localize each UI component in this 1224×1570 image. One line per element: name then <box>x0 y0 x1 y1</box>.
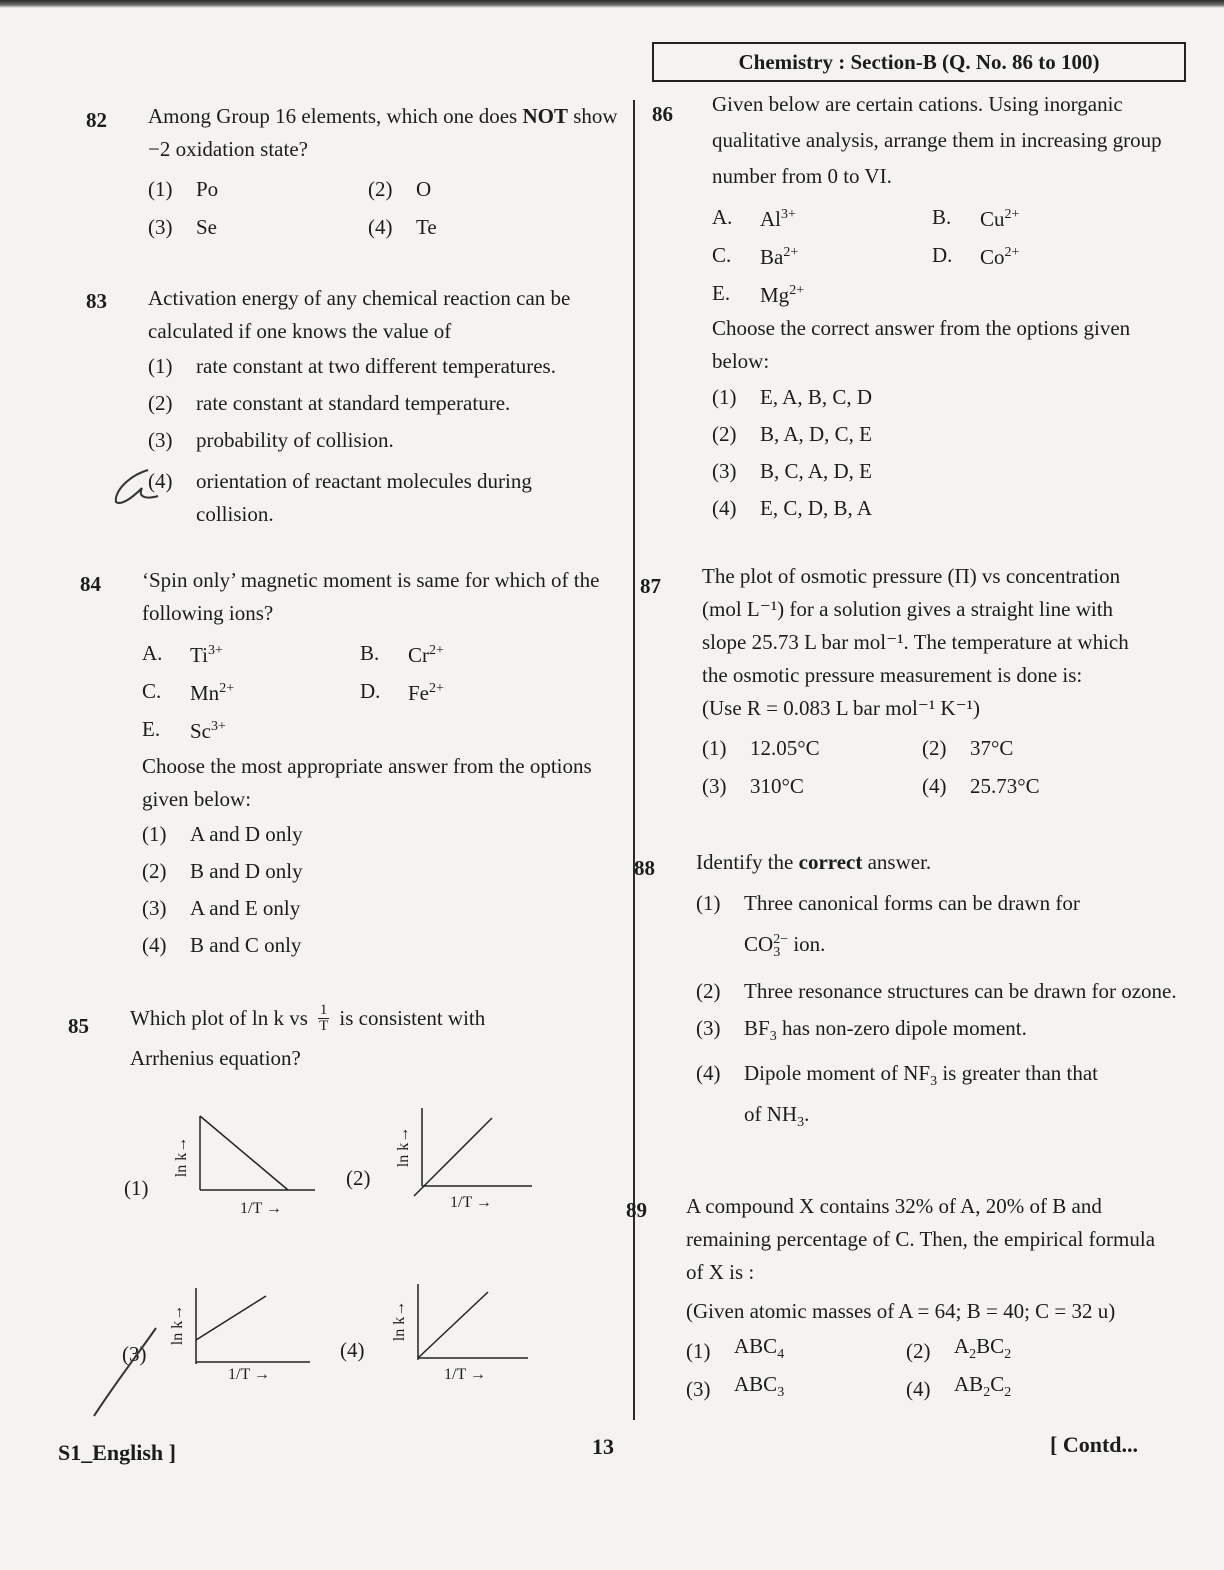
question-89 <box>686 1190 1176 1408</box>
option[interactable]: (3) probability of collision. <box>148 428 394 452</box>
question-88 <box>696 846 1186 1140</box>
plot-label: (3) <box>122 1342 147 1366</box>
ion-item: A. $Al^{3+}$ <box>712 205 796 231</box>
fraction: 1 T <box>319 1001 329 1034</box>
question-number: 86 <box>652 102 673 126</box>
options-list <box>148 348 618 531</box>
formula-subscript: 4 <box>777 1347 785 1363</box>
plot-2[interactable] <box>392 1100 542 1225</box>
option[interactable]: (2) Three resonance structures can be drawn for ozone. <box>696 979 1177 1003</box>
question-number: 87 <box>640 574 661 598</box>
question-85 <box>130 998 610 1078</box>
options-grid <box>702 729 1192 805</box>
option[interactable]: (3) Se <box>148 214 217 239</box>
option[interactable]: (2) O <box>368 176 432 201</box>
formula-subscript: 2 <box>969 1347 977 1363</box>
x-axis-label: 1/T → <box>228 1366 270 1383</box>
question-83 <box>148 282 618 531</box>
question-82 <box>148 100 626 246</box>
question-stem: Identify the correct answer. <box>696 850 932 874</box>
option[interactable]: (3) $ABC_3$ <box>686 1370 906 1408</box>
question-stem-line: the osmotic pressure measurement is done is: <box>702 663 1083 687</box>
option[interactable]: (4) $AB_2C_2$ <box>906 1370 1126 1408</box>
formula <box>734 1368 784 1409</box>
ions-grid <box>712 198 1190 312</box>
plot-1[interactable] <box>170 1108 320 1233</box>
plot-3[interactable] <box>170 1280 320 1405</box>
question-number: 82 <box>86 108 107 132</box>
formula-part: C <box>990 1372 1005 1397</box>
question-number: 84 <box>80 572 101 596</box>
question-86 <box>712 86 1190 526</box>
ion-item: D. $Fe^{2+}$ <box>360 678 444 705</box>
question-stem: ‘Spin only’ magnetic moment is same for which of the following ions? <box>142 568 600 625</box>
option[interactable]: (2) 37°C <box>922 735 1014 760</box>
options-grid <box>686 1332 1176 1408</box>
options-grid <box>148 170 626 246</box>
formula-part: ABC <box>734 1334 778 1359</box>
y-axis-label: ln k→ <box>173 1136 191 1178</box>
question-stem: A compound X contains 32% of A, 20% of B and remaining percentage of C. Then, the empirical formula of X is : <box>686 1194 1156 1284</box>
y-axis-label: ln k→ <box>391 1300 409 1342</box>
question-stem-line: slope 25.73 L bar mol⁻¹. The temperature at which <box>702 630 1129 654</box>
section-header: Chemistry : Section-B (Q. No. 86 to 100) <box>652 42 1186 82</box>
formula <box>734 1330 784 1371</box>
footer-left: S1_English ] <box>58 1440 176 1465</box>
plot-label: (2) <box>346 1166 371 1190</box>
option[interactable]: (4) 25.73°C <box>922 773 1040 798</box>
y-axis-label: ln k→ <box>169 1304 187 1346</box>
option[interactable]: (4) orientation of reactant molecules during collision. <box>148 469 532 526</box>
option[interactable]: (1) Po <box>148 176 219 201</box>
option[interactable]: (4) B and C only <box>142 933 302 957</box>
option[interactable]: (3) 310°C <box>702 773 804 798</box>
question-stem-line: (mol L⁻¹) for a solution gives a straight line with <box>702 597 1114 621</box>
question-number: 88 <box>634 856 655 880</box>
page-number: 13 <box>592 1434 614 1459</box>
question-87 <box>702 560 1192 805</box>
option[interactable]: (3) A and E only <box>142 896 301 920</box>
ion-item: D. $Co^{2+}$ <box>932 243 1020 269</box>
ion-item: C. $Ba^{2+}$ <box>712 243 799 269</box>
question-stem-line: (Use R = 0.083 L bar mol⁻¹ K⁻¹) <box>702 696 980 720</box>
option[interactable]: (1) Three canonical forms can be drawn for CO 2− 3 ion. <box>696 891 1080 961</box>
option[interactable]: (1) E, A, B, C, D <box>712 384 873 409</box>
formula-part: ABC <box>734 1372 778 1397</box>
option[interactable]: (4) Te <box>368 214 437 239</box>
question-number: 83 <box>86 289 107 313</box>
option[interactable]: (4) E, C, D, B, A <box>712 495 873 520</box>
option[interactable]: (1) rate constant at two different temperatures. <box>148 354 556 378</box>
formula-part: AB <box>954 1372 984 1397</box>
formula-subscript: 2 <box>1004 1385 1012 1401</box>
ion-item: B. $Cu^{2+}$ <box>932 205 1020 231</box>
question-stem: Among Group 16 elements, which one does NOT show −2 oxidation state? <box>148 104 618 161</box>
pen-mark-icon <box>108 462 168 510</box>
ion-item: C. $Mn^{2+}$ <box>142 678 235 705</box>
formula-subscript: 3 <box>777 1385 785 1401</box>
option[interactable]: (2) B, A, D, C, E <box>712 421 873 446</box>
question-stem: Activation energy of any chemical reaction can be calculated if one knows the value of <box>148 286 571 343</box>
question-84 <box>142 564 614 964</box>
footer-right: [ Contd... <box>1050 1432 1139 1457</box>
plot-label: (1) <box>124 1176 149 1200</box>
instruction: Choose the correct answer from the options given below: <box>712 316 1131 373</box>
option[interactable]: (1) A and D only <box>142 822 303 846</box>
formula-subscript: 2 <box>983 1385 991 1401</box>
option[interactable]: (2) rate constant at standard temperature. <box>148 391 511 415</box>
given-data: (Given atomic masses of A = 64; B = 40; C = 32 u) <box>686 1299 1116 1323</box>
ion-item: B. $Cr^{2+}$ <box>360 640 444 667</box>
options-list <box>142 816 614 964</box>
ion-item: E. $Sc^{3+}$ <box>142 716 226 743</box>
option[interactable]: (1) 12.05°C <box>702 735 820 760</box>
scan-top-edge <box>0 0 1224 8</box>
option[interactable]: (3) $BF_3$ has non-zero dipole moment. <box>696 1016 1027 1045</box>
option[interactable]: (4) Dipole moment of $NF_3$ is greater than that of $NH_3$. <box>696 1061 1099 1131</box>
option[interactable]: (2) B and D only <box>142 859 303 883</box>
option[interactable]: (3) B, C, A, D, E <box>712 458 873 483</box>
formula-part: BC <box>976 1334 1005 1359</box>
question-number: 85 <box>68 1014 89 1038</box>
pen-slash-icon <box>86 1320 166 1420</box>
question-stem: Given below are certain cations. Using inorganic qualitative analysis, arrange them in increasing group number from 0 to VI. <box>712 92 1162 188</box>
ion-item: E. $Mg^{2+}$ <box>712 281 805 307</box>
plot-label: (4) <box>340 1338 365 1362</box>
x-axis-label: 1/T → <box>450 1194 492 1211</box>
x-axis-label: 1/T → <box>240 1200 282 1217</box>
formula-subscript: 2 <box>1004 1347 1012 1363</box>
ions-grid <box>142 634 614 748</box>
formula <box>954 1330 1011 1371</box>
instruction: Choose the most appropriate answer from the options given below: <box>142 754 592 811</box>
option[interactable]: (1) $ABC_4$ <box>686 1332 906 1370</box>
formula <box>954 1368 1011 1409</box>
ion-item: A. $Ti^{3+}$ <box>142 640 223 667</box>
y-axis-label: ln k→ <box>395 1126 413 1168</box>
question-number: 89 <box>626 1198 647 1222</box>
question-stem-line: The plot of osmotic pressure (Π) vs concentration <box>702 564 1121 588</box>
option[interactable]: (2) $A_2BC_2$ <box>906 1332 1126 1370</box>
options-list <box>712 378 1190 526</box>
formula-part: A <box>954 1334 970 1359</box>
question-stem-line2: Arrhenius equation? <box>130 1046 301 1070</box>
plot-3-graph <box>170 1280 320 1405</box>
question-stem: Which plot of ln k vs 1 T is consistent with <box>130 1001 486 1034</box>
plot-4[interactable] <box>388 1276 538 1401</box>
x-axis-label: 1/T → <box>444 1366 486 1383</box>
